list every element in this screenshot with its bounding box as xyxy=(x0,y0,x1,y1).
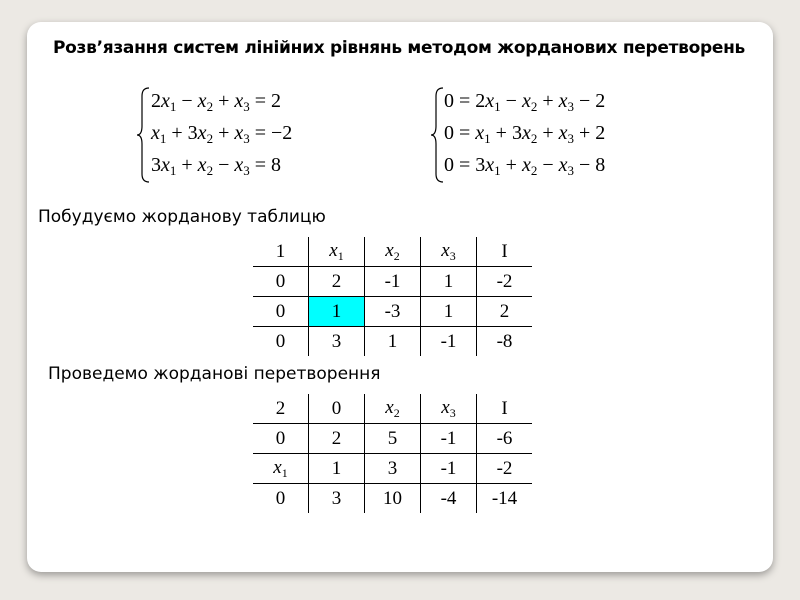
table-cell: -14 xyxy=(477,484,533,514)
table-row xyxy=(253,267,532,297)
table-header-cell: $x_2$ xyxy=(365,237,421,267)
table-cell: 0 xyxy=(253,424,309,454)
label-build-table: Побудуємо жорданову таблицю xyxy=(38,207,326,227)
table-cell: -4 xyxy=(421,484,477,514)
table-row xyxy=(253,297,532,327)
equation-system-right xyxy=(430,86,650,186)
equation-row: $3x_1 + x_2 - x_3 = 8$ xyxy=(151,154,282,178)
equation-system-left xyxy=(136,86,336,186)
table-cell: 10 xyxy=(365,484,421,514)
table-cell: -3 xyxy=(365,297,421,327)
table-cell: $x_1$ xyxy=(253,454,309,484)
table-row xyxy=(253,424,532,454)
table-cell: -2 xyxy=(477,454,533,484)
table-cell: 1 xyxy=(421,297,477,327)
table-header-cell: $x_3$ xyxy=(421,394,477,424)
table-cell: -1 xyxy=(421,454,477,484)
slide-title: Розв’язання систем лінійних рівнянь методом жорданових перетворень xyxy=(53,38,746,58)
table-cell: 3 xyxy=(309,484,365,514)
table-header-cell: $x_1$ xyxy=(309,237,365,267)
equation-row: $2x_1 - x_2 + x_3 = 2$ xyxy=(151,90,282,114)
table-row xyxy=(253,484,532,514)
table-cell: -8 xyxy=(477,327,533,357)
table-cell: 1 xyxy=(309,454,365,484)
table-cell: -1 xyxy=(365,267,421,297)
table-cell: -2 xyxy=(477,267,533,297)
table-header-row xyxy=(253,394,532,424)
table-cell: 0 xyxy=(253,267,309,297)
table-cell: 3 xyxy=(309,327,365,357)
equation-row: $0 = 2x_1 - x_2 + x_3 - 2$ xyxy=(444,90,606,114)
table-row xyxy=(253,327,532,357)
table-header-cell: I xyxy=(477,394,533,424)
table-cell: 2 xyxy=(477,297,533,327)
table-header-cell: 1 xyxy=(253,237,309,267)
table-header-cell: 2 xyxy=(253,394,309,424)
table-cell: -1 xyxy=(421,424,477,454)
table-header-cell: I xyxy=(477,237,533,267)
table-cell: 2 xyxy=(309,424,365,454)
pivot-cell: 1 xyxy=(309,297,365,327)
table-cell: 1 xyxy=(365,327,421,357)
table-cell: 3 xyxy=(365,454,421,484)
equation-row: $0 = x_1 + 3x_2 + x_3 + 2$ xyxy=(444,122,606,146)
table-cell: 0 xyxy=(253,327,309,357)
left-brace-icon xyxy=(136,86,150,184)
table-cell: 2 xyxy=(309,267,365,297)
table-cell: 5 xyxy=(365,424,421,454)
table-cell: -1 xyxy=(421,327,477,357)
jordan-table-initial xyxy=(253,237,532,356)
equation-row: $x_1 + 3x_2 + x_3 = -2$ xyxy=(151,122,293,146)
table-header-row xyxy=(253,237,532,267)
left-brace-icon xyxy=(430,86,444,184)
label-transform: Проведемо жорданові перетворення xyxy=(48,364,381,384)
equation-row: $0 = 3x_1 + x_2 - x_3 - 8$ xyxy=(444,154,606,178)
table-cell: -6 xyxy=(477,424,533,454)
table-row xyxy=(253,454,532,484)
jordan-table-transformed xyxy=(253,394,532,513)
table-cell: 1 xyxy=(421,267,477,297)
table-cell: 0 xyxy=(253,297,309,327)
table-header-cell: 0 xyxy=(309,394,365,424)
table-header-cell: $x_2$ xyxy=(365,394,421,424)
table-header-cell: $x_3$ xyxy=(421,237,477,267)
table-cell: 0 xyxy=(253,484,309,514)
